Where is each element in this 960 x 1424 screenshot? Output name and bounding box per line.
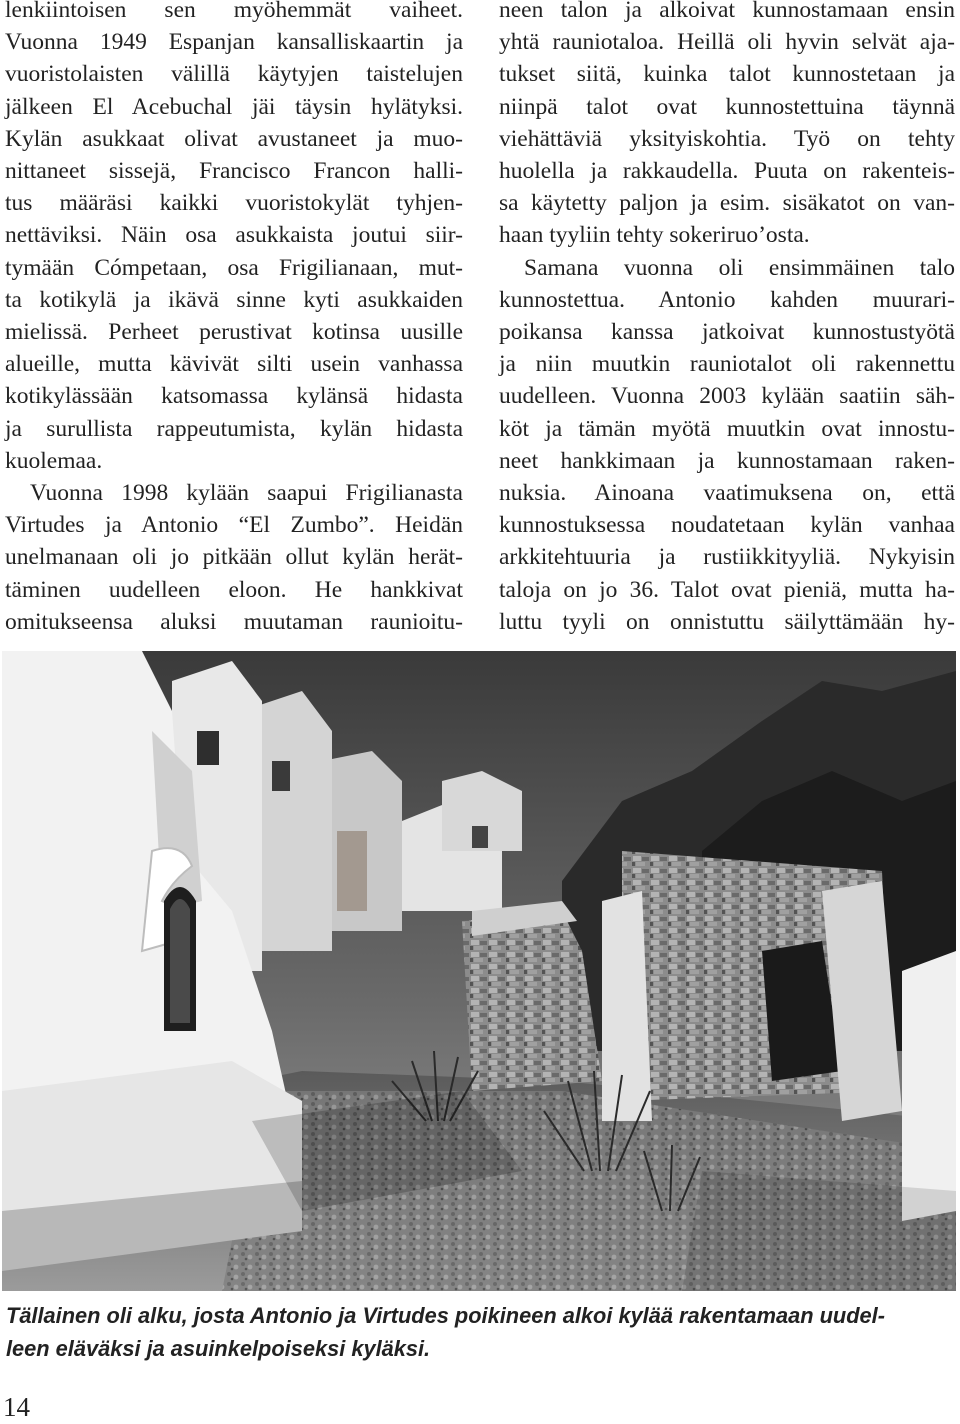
- text-line: nettäviksi. Näin osa asukkaista joutui siir-: [5, 222, 463, 249]
- text-line: yhtä rauniotaloa. Heillä oli hyvin selvät aja-: [499, 29, 955, 56]
- text-line: lenkiintoisen sen myöhemmät vaiheet.: [5, 0, 463, 23]
- text-line: nuksia. Ainoana vaatimuksena on, että: [499, 480, 955, 507]
- text-line: jälkeen El Acebuchal jäi täysin hylätyksi.: [5, 93, 463, 120]
- text-line: haan tyyliin tehty sokeriruo’osta.: [499, 222, 810, 249]
- text-line: mielissä. Perheet perustivat kotinsa uusille: [5, 319, 463, 346]
- text-line: kuolemaa.: [5, 447, 103, 474]
- caption-line: leen eläväksi ja asuinkelpoiseksi kyläksi.: [6, 1336, 431, 1361]
- text-line: arkkitehtuuria ja rustiikkityyliä. Nykyisin: [499, 544, 955, 571]
- text-line: nittaneet sissejä, Francisco Francon halli-: [5, 158, 463, 185]
- text-column-left: [5, 0, 463, 638]
- text-line: viehättäviä yksityiskohtia. Työ on tehty: [499, 125, 955, 152]
- text-line: taloja on jo 36. Talot ovat pieniä, mutta ha-: [499, 576, 955, 603]
- text-line: kotikylässään katsomassa kylänsä hidasta: [5, 383, 463, 410]
- text-line: tus määräsi kaikki vuoristokylät tyhjen-: [5, 190, 463, 217]
- text-line: ja niin muutkin rauniotalot oli rakennettu: [499, 351, 955, 378]
- text-line: täminen uudelleen eloon. He hankkivat: [5, 576, 463, 603]
- text-line: poikansa kanssa jatkoivat kunnostustyötä: [499, 319, 955, 346]
- text-line: Kylän asukkaat olivat avustaneet ja muo-: [5, 125, 463, 152]
- text-line: uudelleen. Vuonna 2003 kylään saatiin säh-: [499, 383, 955, 410]
- village-ruins-photo: [2, 651, 956, 1291]
- text-line: kunnostuksessa noudatetaan kylän vanhaa: [499, 512, 955, 539]
- text-line: Vuonna 1998 kylään saapui Frigilianasta: [30, 480, 463, 507]
- text-line: huolella ja rakkaudella. Puuta on rakenteis-: [499, 158, 955, 185]
- text-line: ja surullista rappeutumista, kylän hidasta: [5, 415, 463, 442]
- text-line: luttu tyyli on onnistuttu säilyttämään hy-: [499, 608, 955, 635]
- text-line: sa käytetty paljon ja esim. sisäkatot on van-: [499, 190, 955, 217]
- text-line: omitukseensa aluksi muutaman raunioitu-: [5, 608, 463, 635]
- text-line: ta kotikylä ja ikävä sinne kyti asukkaiden: [5, 286, 463, 313]
- text-line: vuoristolaisten välillä käytyjen taistelujen: [5, 61, 463, 88]
- page-number: 14: [3, 1392, 30, 1422]
- text-line: köt ja tämän myötä muutkin ovat innostu-: [499, 415, 955, 442]
- text-line: Samana vuonna oli ensimmäinen talo: [524, 254, 955, 281]
- text-line: tukset siitä, kuinka talot kunnostetaan ja: [499, 61, 955, 88]
- text-line: tymään Cómpetaan, osa Frigilianaan, mut-: [5, 254, 463, 281]
- text-column-right: [499, 0, 955, 638]
- text-line: neet hankkimaan ja kunnostamaan raken-: [499, 447, 955, 474]
- text-line: Vuonna 1949 Espanjan kansalliskaartin ja: [5, 29, 463, 56]
- text-line: niinpä talot ovat kunnostettuina täynnä: [499, 93, 955, 120]
- text-line: alueille, mutta kävivät silti usein vanhassa: [5, 351, 463, 378]
- photo-caption: [6, 1299, 954, 1365]
- text-line: unelmanaan oli jo pitkään ollut kylän herät-: [5, 544, 463, 571]
- caption-line: Tällainen oli alku, josta Antonio ja Virtudes poikineen alkoi kylää rakentamaan uudel-: [6, 1303, 885, 1328]
- text-line: Virtudes ja Antonio “El Zumbo”. Heidän: [5, 512, 463, 539]
- text-line: kunnostettua. Antonio kahden muurari-: [499, 286, 955, 313]
- text-line: neen talon ja alkoivat kunnostamaan ensin: [499, 0, 955, 23]
